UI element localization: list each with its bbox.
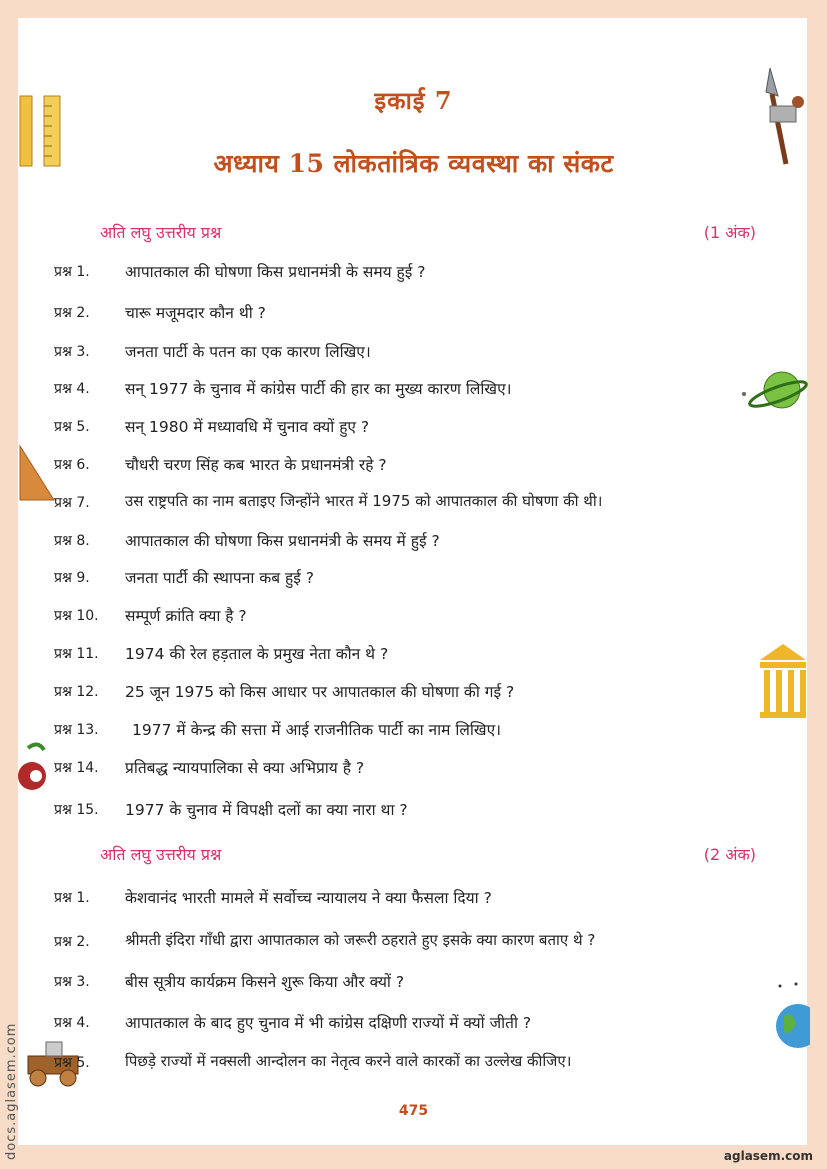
question-number: प्रश्न 12.: [54, 684, 99, 700]
watermark: docs.aglasem.com: [4, 1022, 19, 1160]
page-number: 475: [398, 1103, 429, 1119]
question-text: जनता पार्टी के पतन का एक कारण लिखिए।: [125, 343, 371, 361]
question-number: प्रश्न 1.: [54, 264, 90, 280]
question-number: प्रश्न 11.: [54, 646, 99, 662]
question-text: सन् 1977 के चुनाव में कांग्रेस पार्टी की हार का मुख्य कारण लिखिए।: [125, 380, 512, 398]
question-number: प्रश्न 9.: [54, 570, 90, 586]
section-heading: [100, 843, 756, 865]
section-marks: (1 अंक): [703, 223, 756, 242]
question-number: प्रश्न 15.: [54, 802, 99, 818]
question-number: प्रश्न 13.: [54, 722, 99, 738]
question-text: 1977 में केन्द्र की सत्ता में आई राजनीतिक पार्टी का नाम लिखिए।: [132, 721, 502, 739]
question-number: प्रश्न 14.: [54, 760, 99, 776]
chapter-title: अध्याय 15 लोकतांत्रिक व्यवस्था का संकट: [213, 149, 614, 178]
globe-icon: [774, 980, 810, 1052]
section-heading-label: अति लघु उत्तरीय प्रश्न: [100, 845, 222, 864]
question-text: केशवानंद भारती मामले में सर्वोच्च न्यायालय ने क्या फैसला दिया ?: [125, 889, 492, 907]
pyramid-icon: [18, 444, 56, 502]
section-heading: [100, 221, 756, 243]
section-marks: (2 अंक): [703, 845, 756, 864]
question-number: प्रश्न 10.: [54, 608, 99, 624]
planet-icon: [738, 368, 808, 416]
question-text: 25 जून 1975 को किस आधार पर आपातकाल की घोषणा की गई ?: [125, 683, 515, 701]
question-number: प्रश्न 2.: [54, 305, 90, 321]
question-text: बीस सूत्रीय कार्यक्रम किसने शुरू किया और क्यों ?: [125, 973, 405, 991]
question-text: आपातकाल की घोषणा किस प्रधानमंत्री के समय हुई ?: [125, 263, 426, 281]
question-number: प्रश्न 4.: [54, 1015, 90, 1031]
question-text: उस राष्ट्रपति का नाम बताइए जिन्होंने भारत में 1975 को आपातकाल की घोषणा की थी।: [125, 492, 603, 510]
section-heading-label: अति लघु उत्तरीय प्रश्न: [100, 223, 222, 242]
question-text: सम्पूर्ण क्रांति क्या है ?: [125, 607, 247, 625]
question-text: सन् 1980 में मध्यावधि में चुनाव क्यों हुए ?: [125, 418, 370, 436]
question-number: प्रश्न 7.: [54, 495, 90, 511]
question-number: प्रश्न 1.: [54, 890, 90, 906]
question-number: प्रश्न 6.: [54, 457, 90, 473]
question-number: प्रश्न 5.: [54, 419, 90, 435]
question-text: चारू मजूमदार कौन थी ?: [125, 304, 266, 322]
question-text: 1977 के चुनाव में विपक्षी दलों का क्या नारा था ?: [125, 801, 408, 819]
question-text: चौधरी चरण सिंह कब भारत के प्रधानमंत्री रहे ?: [125, 456, 387, 474]
question-number: प्रश्न 2.: [54, 934, 90, 950]
temple-icon: [758, 640, 808, 720]
question-text: आपातकाल की घोषणा किस प्रधानमंत्री के समय में हुई ?: [125, 532, 440, 550]
question-text: आपातकाल के बाद हुए चुनाव में भी कांग्रेस दक्षिणी राज्यों में क्यों जीती ?: [125, 1014, 532, 1032]
question-text: 1974 की रेल हड़ताल के प्रमुख नेता कौन थे ?: [125, 645, 389, 663]
apple-icon: [18, 740, 54, 806]
question-number: प्रश्न 3.: [54, 344, 90, 360]
question-number: प्रश्न 8.: [54, 533, 90, 549]
question-number: प्रश्न 4.: [54, 381, 90, 397]
site-link[interactable]: aglasem.com: [723, 1149, 813, 1163]
question-text: श्रीमती इंदिरा गाँधी द्वारा आपातकाल को जरूरी ठहराते हुए इसके क्या कारण बताए थे ?: [125, 931, 596, 949]
question-number: प्रश्न 5.: [54, 1055, 90, 1071]
question-number: प्रश्न 3.: [54, 974, 90, 990]
question-text: पिछड़े राज्यों में नक्सली आन्दोलन का नेतृत्व करने वाले कारकों का उल्लेख कीजिए।: [125, 1052, 572, 1070]
unit-title: इकाई 7: [374, 86, 453, 115]
question-text: प्रतिबद्ध न्यायपालिका से क्या अभिप्राय है ?: [125, 759, 365, 777]
question-text: जनता पार्टी की स्थापना कब हुई ?: [125, 569, 314, 587]
